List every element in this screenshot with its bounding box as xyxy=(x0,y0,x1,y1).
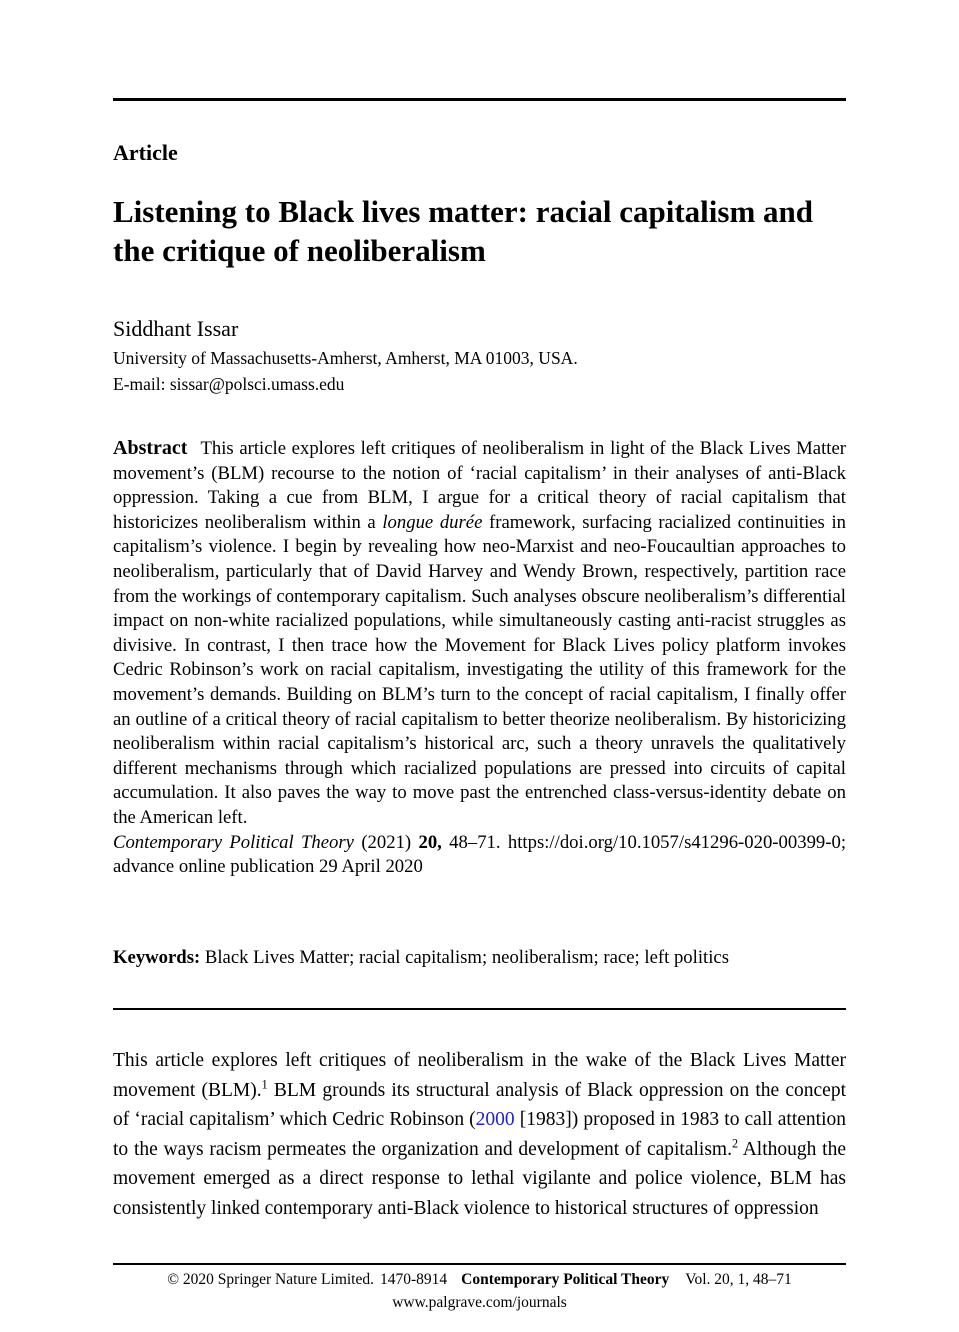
keywords-section xyxy=(113,947,846,969)
abstract-paragraph xyxy=(113,436,846,831)
section-divider-rule xyxy=(113,1008,846,1010)
abstract-section xyxy=(113,436,846,880)
body-text-1: This article explores left critiques of neoliberalism in the wake of the Black Lives Matter movement (BLM). xyxy=(113,1050,846,1101)
citation-year: (2021) xyxy=(353,831,419,853)
footer-volume-info: Vol. 20, 1, 48–71 xyxy=(685,1271,792,1288)
body-text-4: Although the movement emerged as a direct response to lethal vigilante and police violence, BLM has consistently linked contemporary anti-Black violence to historical structures of oppression xyxy=(113,1138,846,1219)
author-affiliation: University of Massachusetts-Amherst, Amherst, MA 01003, USA. xyxy=(113,348,578,368)
footer-copyright: © 2020 Springer Nature Limited. xyxy=(167,1271,374,1288)
citation-link-robinson-2000[interactable]: 2000 xyxy=(475,1109,515,1131)
footer-journal-name: Contemporary Political Theory xyxy=(461,1271,670,1288)
author-name: Siddhant Issar xyxy=(113,316,239,341)
keywords-label: Keywords: xyxy=(113,947,201,968)
citation-pages-doi: 48–71. https://doi.org/10.1057/s41296-020-00399-0; advance online publication 29 April 2020 xyxy=(113,831,847,878)
author-email: E-mail: sissar@polsci.umass.edu xyxy=(113,374,345,394)
abstract-label: Abstract xyxy=(113,437,188,459)
footnote-marker-2: 2 xyxy=(731,1136,739,1151)
body-text-2: BLM grounds its structural analysis of Black oppression on the concept of ‘racial capitalism’ which Cedric Robinson ( xyxy=(113,1079,847,1131)
footer-issn: 1470-8914 xyxy=(380,1271,448,1288)
top-divider-rule xyxy=(113,98,846,101)
body-paragraph-1 xyxy=(113,1046,846,1224)
citation-volume: 20, xyxy=(418,831,442,853)
footer-url: www.palgrave.com/journals xyxy=(392,1294,567,1311)
abstract-italic-phrase: longue durée xyxy=(382,511,483,533)
citation-line xyxy=(113,831,846,880)
article-type-label: Article xyxy=(113,140,178,165)
footnote-marker-1: 1 xyxy=(261,1077,268,1092)
body-text-3: [1983]) proposed in 1983 to call attention to the ways racism permeates the organization and development of capitalism. xyxy=(113,1109,846,1160)
abstract-text-1: This article explores left critiques of neoliberalism in light of the Black Lives Matter movement’s (BLM) recourse to the notion of ‘racial capitalism’ in their analyses of anti-Black oppression. Taking a cue from BLM, I argue for a critical theory of racial capitalism that historicizes neoliberalism within a xyxy=(113,438,846,533)
footer-imprint-line xyxy=(113,1271,846,1289)
keywords-list: Black Lives Matter; racial capitalism; neoliberalism; race; left politics xyxy=(200,947,729,968)
citation-journal-name: Contemporary Political Theory xyxy=(113,831,354,853)
footer-divider-rule xyxy=(113,1263,846,1265)
paper-title: Listening to Black lives matter: racial capitalism and the critique of neoliberalism xyxy=(113,194,814,268)
abstract-text-2: framework, surfacing racialized continuities in capitalism’s violence. I begin by revealing how neo-Marxist and neo-Foucaultian approaches to neoliberalism, particularly that of David Harvey and Wendy Brown, respectively, partition race from the workings of contemporary capitalism. Such analyses obscure neoliberalism’s differential impact on non-white racialized populations, while simultaneously casting anti-racist struggles as divisive. In contrast, I then trace how the Movement for Black Lives policy platform invokes Cedric Robinson’s work on racial capitalism, investigating the utility of this framework for the movement’s demands. Building on BLM’s turn to the concept of racial capitalism, I finally offer an outline of a critical theory of racial capitalism to better theorize neoliberalism. By historicizing neoliberalism within racial capitalism’s historical arc, such a theory unravels the qualitatively different mechanisms through which racialized populations are pressed into circuits of capital accumulation. It also paves the way to move past the entrenched class-versus-identity debate on the American left. xyxy=(113,511,846,828)
